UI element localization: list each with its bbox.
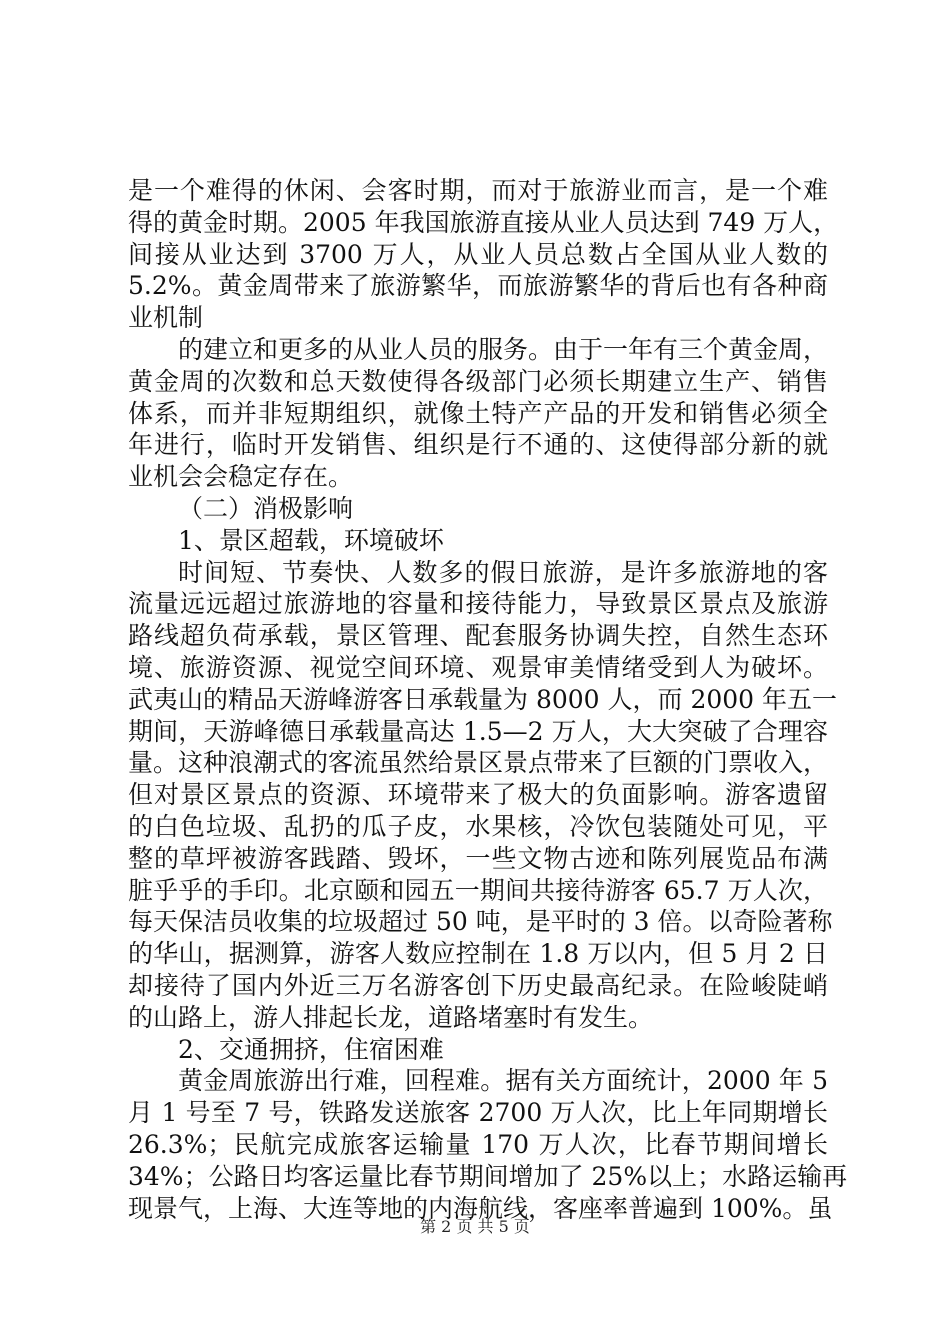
text-line: 是一个难得的休闲、会客时期，而对于旅游业而言，是一个难 [128,176,828,205]
body-text [128,175,848,1224]
text-line: 黄金周的次数和总天数使得各级部门必须长期建立生产、销售 [128,366,828,396]
text-line: 月 1 号至 7 号，铁路发送旅客 2700 万人次，比上年同期增长 [128,1098,828,1128]
text-line: 体系，而并非短期组织，就像土特产产品的开发和销售必须全 [128,398,828,428]
text-line: 26.3%；民航完成旅客运输量 170 万人次，比春节期间增长 [128,1129,828,1159]
text-line: 年进行，临时开发销售、组织是行不通的、这使得部分新的就 [128,430,828,460]
text-line: 时间短、节奏快、人数多的假日旅游，是许多旅游地的客 [178,557,828,587]
text-line: 的华山，据测算，游客人数应控制在 1.8 万以内，但 5 月 2 日 [128,939,828,969]
text-line: 现景气，上海、大连等地的内海航线，客座率普遍到 100%。虽 [128,1193,833,1223]
text-line: 业机会会稳定存在。 [128,462,354,492]
page-footer: 第 2 页 共 5 页 [420,1217,530,1236]
text-line: 量。这种浪潮式的客流虽然给景区景点带来了巨额的门票收入， [128,748,829,778]
text-line: 脏乎乎的手印。北京颐和园五一期间共接待游客 65.7 万人次， [128,875,828,905]
text-line: 1、景区超载，环境破坏 [178,525,444,555]
text-line: 期间，天游峰德日承载量高达 1.5—2 万人，大大突破了合理容 [128,716,828,746]
text-line: 2、交通拥挤，住宿困难 [178,1034,444,1064]
text-line: 的白色垃圾、乱扔的瓜子皮，水果核，冷饮包装随处可见，平 [128,811,828,841]
text-line: 每天保洁员收集的垃圾超过 50 吨，是平时的 3 倍。以奇险著称 [128,907,833,937]
text-line: 业机制 [128,303,204,333]
text-line: 却接待了国内外近三万名游客创下历史最高纪录。在险峻陡峭 [128,970,828,1000]
text-line: 的建立和更多的从业人员的服务。由于一年有三个黄金周， [178,334,829,364]
text-line: 34%；公路日均客运量比春节期间增加了 25%以上；水路运输再 [128,1161,848,1191]
text-line: （二）消极影响 [178,493,354,523]
text-line: 得的黄金时期。2005 年我国旅游直接从业人员达到 749 万人， [128,207,839,237]
text-line: 5.2%。黄金周带来了旅游繁华，而旅游繁华的背后也有各种商 [128,271,828,301]
text-line: 武夷山的精品天游峰游客日承载量为 8000 人，而 2000 年五一 [128,684,838,714]
text-line: 的山路上，游人排起长龙，道路堵塞时有发生。 [128,1002,654,1032]
text-line: 流量远远超过旅游地的容量和接待能力，导致景区景点及旅游 [128,589,828,619]
text-line: 境、旅游资源、视觉空间环境、观景审美情绪受到人为破坏。 [128,652,828,682]
text-line: 路线超负荷承载，景区管理、配套服务协调失控，自然生态环 [128,621,828,651]
text-line: 整的草坪被游客践踏、毁坏，一些文物古迹和陈列展览品布满 [128,843,828,873]
text-line: 但对景区景点的资源、环境带来了极大的负面影响。游客遗留 [128,780,828,810]
text-line: 黄金周旅游出行难，回程难。据有关方面统计，2000 年 5 [178,1066,828,1096]
text-line: 间接从业达到 3700 万人，从业人员总数占全国从业人数的 [128,239,828,269]
